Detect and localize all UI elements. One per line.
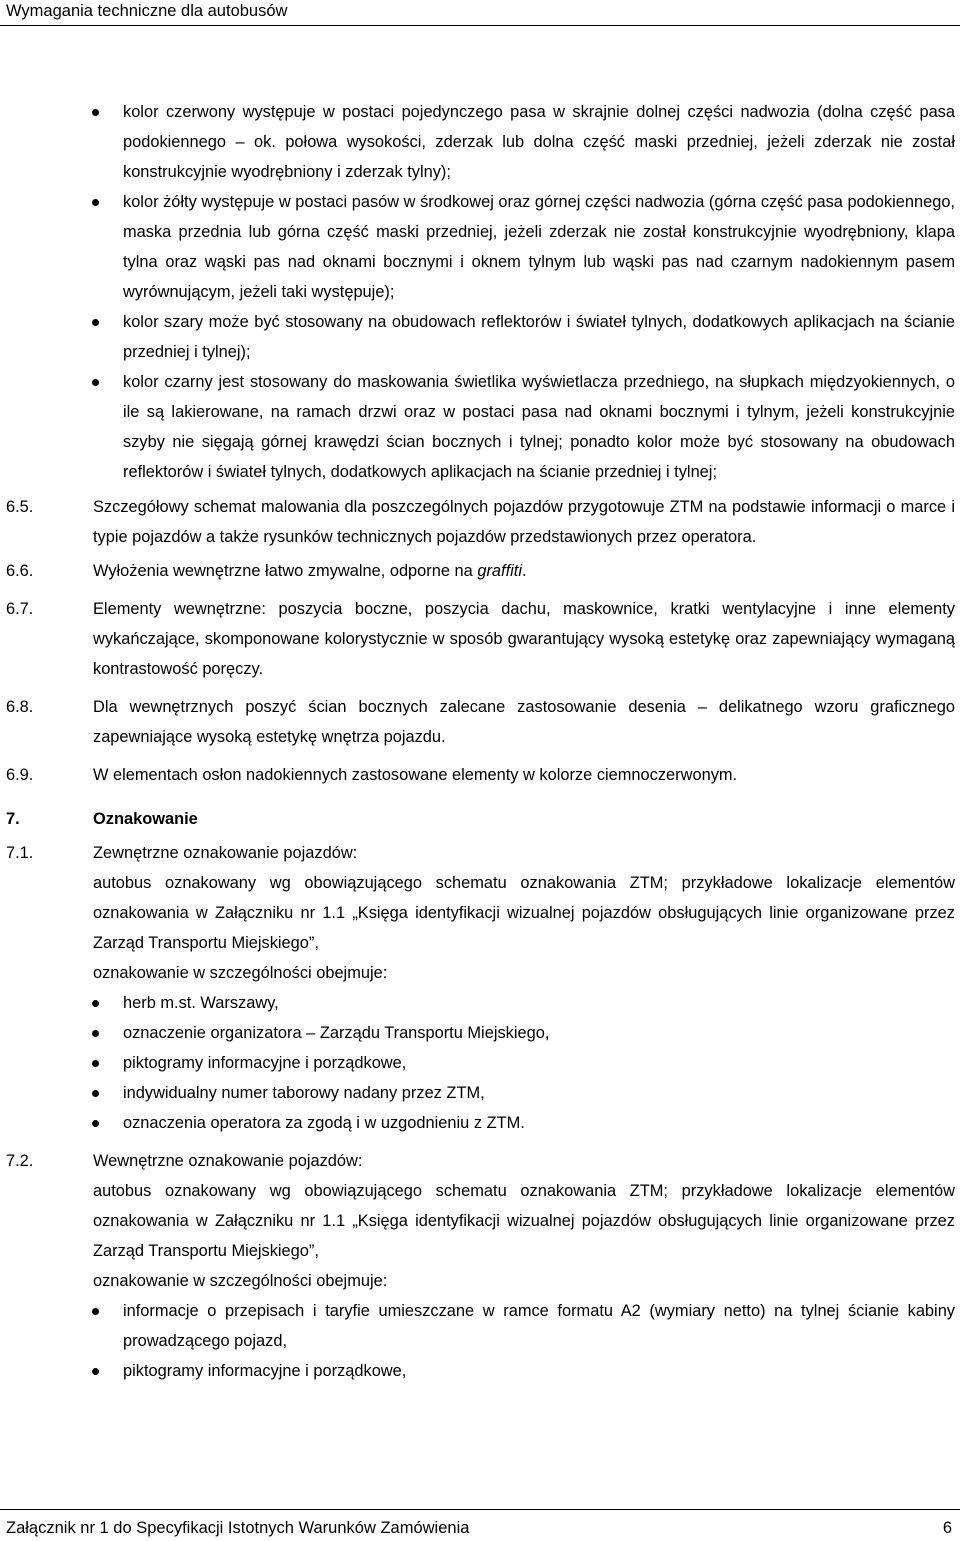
list-item-text: oznaczenie organizatora – Zarządu Transportu Miejskiego, bbox=[123, 1024, 550, 1042]
section-number: 6.6. bbox=[6, 562, 34, 580]
section-6-7 bbox=[0, 594, 960, 684]
section-number: 7. bbox=[6, 810, 20, 828]
section-number: 6.9. bbox=[6, 766, 34, 784]
list-item-text: kolor czarny jest stosowany do maskowania świetlika wyświetlacza przedniego, na słupkach międzyokiennych, o ile są lakierowane, na ramach drzwi oraz w postaci pasa nad oknami bocznymi i tylnym, jeżeli konstrukcyjnie szyby nie sięgają górnej krawędzi ścian bocznych i tylnej; ponadto kolor może być stosowany na obudowach reflektorów i świateł tylnych, dodatkowych aplikacjach na ścianie przedniej i tylnej; bbox=[123, 373, 955, 481]
list-item bbox=[123, 1356, 955, 1386]
page-number: 6 bbox=[942, 1519, 952, 1537]
section-text: Szczegółowy schemat malowania dla poszczególnych pojazdów przygotowuje ZTM na podstawie informacji o marce i typie pojazdów a także rysunków technicznych pojazdów przedstawionych przez operatora. bbox=[93, 498, 955, 546]
section-text: Elementy wewnętrzne: poszycia boczne, poszycia dachu, maskownice, kratki wentylacyjne i inne elementy wykańczające, skomponowane kolorystycznie w sposób gwarantujący wysoką estetykę oraz zapewniający wymaganą kontrastowość poręczy. bbox=[93, 600, 955, 678]
section-intro: oznakowanie w szczególności obejmuje: bbox=[93, 1272, 388, 1290]
section-text-italic: graffiti bbox=[477, 562, 522, 580]
page-header-title: Wymagania techniczne dla autobusów bbox=[6, 2, 288, 20]
section-text: autobus oznakowany wg obowiązującego schematu oznakowania ZTM; przykładowe lokalizacje elementów oznakowania w Załączniku nr 1.1 „Księga identyfikacji wizualnej pojazdów obsługujących linie organizowane przez Zarząd Transportu Miejskiego”, bbox=[93, 1182, 955, 1260]
list-item bbox=[123, 1018, 955, 1048]
section-text bbox=[93, 556, 955, 586]
list-item-text: oznaczenia operatora za zgodą i w uzgodnieniu z ZTM. bbox=[123, 1114, 525, 1132]
section-text: autobus oznakowany wg obowiązującego schematu oznakowania ZTM; przykładowe lokalizacje elementów oznakowania w Załączniku nr 1.1 „Księga identyfikacji wizualnej pojazdów obsługujących linie organizowane przez Zarząd Transportu Miejskiego”, bbox=[93, 874, 955, 952]
section-number: 6.7. bbox=[6, 600, 34, 618]
list-item bbox=[123, 307, 955, 367]
section-6-9 bbox=[0, 760, 960, 790]
section-7-heading bbox=[0, 804, 960, 834]
section-text-tail: . bbox=[521, 562, 527, 580]
list-item-text: kolor czerwony występuje w postaci pojedynczego pasa w skrajnie dolnej części nadwozia (dolna część pasa podokiennego – ok. połowa wysokości, zderzak lub dolna część maski przedniej, jeżeli zderzak nie został konstrukcyjnie wyodrębniony i zderzak tylny); bbox=[123, 103, 955, 181]
section-subtitle: Zewnętrzne oznakowanie pojazdów: bbox=[93, 844, 358, 862]
bullet-icon bbox=[92, 1308, 99, 1315]
header-divider bbox=[0, 25, 960, 26]
section-6-6 bbox=[0, 556, 960, 586]
list-item-text: kolor żółty występuje w postaci pasów w środkowej oraz górnej części nadwozia (górna część pasa podokiennego, maska przednia lub górna część maski przedniej, jeżeli zderzak nie został konstrukcyjnie wyodrębniony, klapa tylna oraz wąski pas nad oknami bocznymi i oknem tylnym lub wąski pas nad czarnym nadokiennym pasem wyrównującym, jeżeli taki występuje); bbox=[123, 193, 955, 301]
bullet-icon bbox=[92, 1090, 99, 1097]
section-6-8 bbox=[0, 692, 960, 752]
list-item bbox=[123, 1296, 955, 1356]
bullet-icon bbox=[92, 1000, 99, 1007]
bullet-icon bbox=[92, 1030, 99, 1037]
list-item-text: piktogramy informacyjne i porządkowe, bbox=[123, 1362, 407, 1380]
footer-divider bbox=[0, 1509, 960, 1510]
section-number: 6.5. bbox=[6, 498, 34, 516]
section-subtitle: Wewnętrzne oznakowanie pojazdów: bbox=[93, 1152, 363, 1170]
document-body bbox=[0, 97, 960, 1386]
list-item bbox=[123, 1078, 955, 1108]
bullet-icon bbox=[92, 1368, 99, 1375]
bullet-icon bbox=[92, 109, 99, 116]
section-text: Dla wewnętrznych poszyć ścian bocznych zalecane zastosowanie desenia – delikatnego wzoru graficznego zapewniające wysoką estetykę wnętrza pojazdu. bbox=[93, 698, 955, 746]
list-item-text: herb m.st. Warszawy, bbox=[123, 994, 279, 1012]
list-item-text: piktogramy informacyjne i porządkowe, bbox=[123, 1054, 407, 1072]
bullet-icon bbox=[92, 379, 99, 386]
list-item bbox=[123, 1048, 955, 1078]
list-item-text: kolor szary może być stosowany na obudowach reflektorów i świateł tylnych, dodatkowych aplikacjach na ścianie przedniej i tylnej); bbox=[123, 313, 955, 361]
section-title: Oznakowanie bbox=[93, 810, 198, 828]
list-item-text: informacje o przepisach i taryfie umieszczane w ramce formatu A2 (wymiary netto) na tylnej ścianie kabiny prowadzącego pojazd, bbox=[123, 1302, 955, 1350]
list-item bbox=[123, 97, 955, 187]
section-text: W elementach osłon nadokiennych zastosowane elementy w kolorze ciemnoczerwonym. bbox=[93, 766, 738, 784]
section-7-2 bbox=[0, 1146, 960, 1296]
section-intro: oznakowanie w szczególności obejmuje: bbox=[93, 964, 388, 982]
section-number: 7.2. bbox=[6, 1152, 34, 1170]
section-6-5 bbox=[0, 492, 960, 552]
section-text-main: Wyłożenia wewnętrzne łatwo zmywalne, odporne na bbox=[93, 562, 478, 580]
section-number: 7.1. bbox=[6, 844, 34, 862]
footer-text: Załącznik nr 1 do Specyfikacji Istotnych Warunków Zamówienia bbox=[6, 1519, 470, 1537]
list-item bbox=[123, 988, 955, 1018]
bullet-icon bbox=[92, 319, 99, 326]
bullet-icon bbox=[92, 199, 99, 206]
bullet-icon bbox=[92, 1060, 99, 1067]
list-item bbox=[123, 367, 955, 487]
list-item bbox=[123, 1108, 955, 1138]
list-item bbox=[123, 187, 955, 307]
list-item-text: indywidualny numer taborowy nadany przez ZTM, bbox=[123, 1084, 485, 1102]
section-7-1 bbox=[0, 838, 960, 988]
bullet-icon bbox=[92, 1120, 99, 1127]
section-number: 6.8. bbox=[6, 698, 34, 716]
